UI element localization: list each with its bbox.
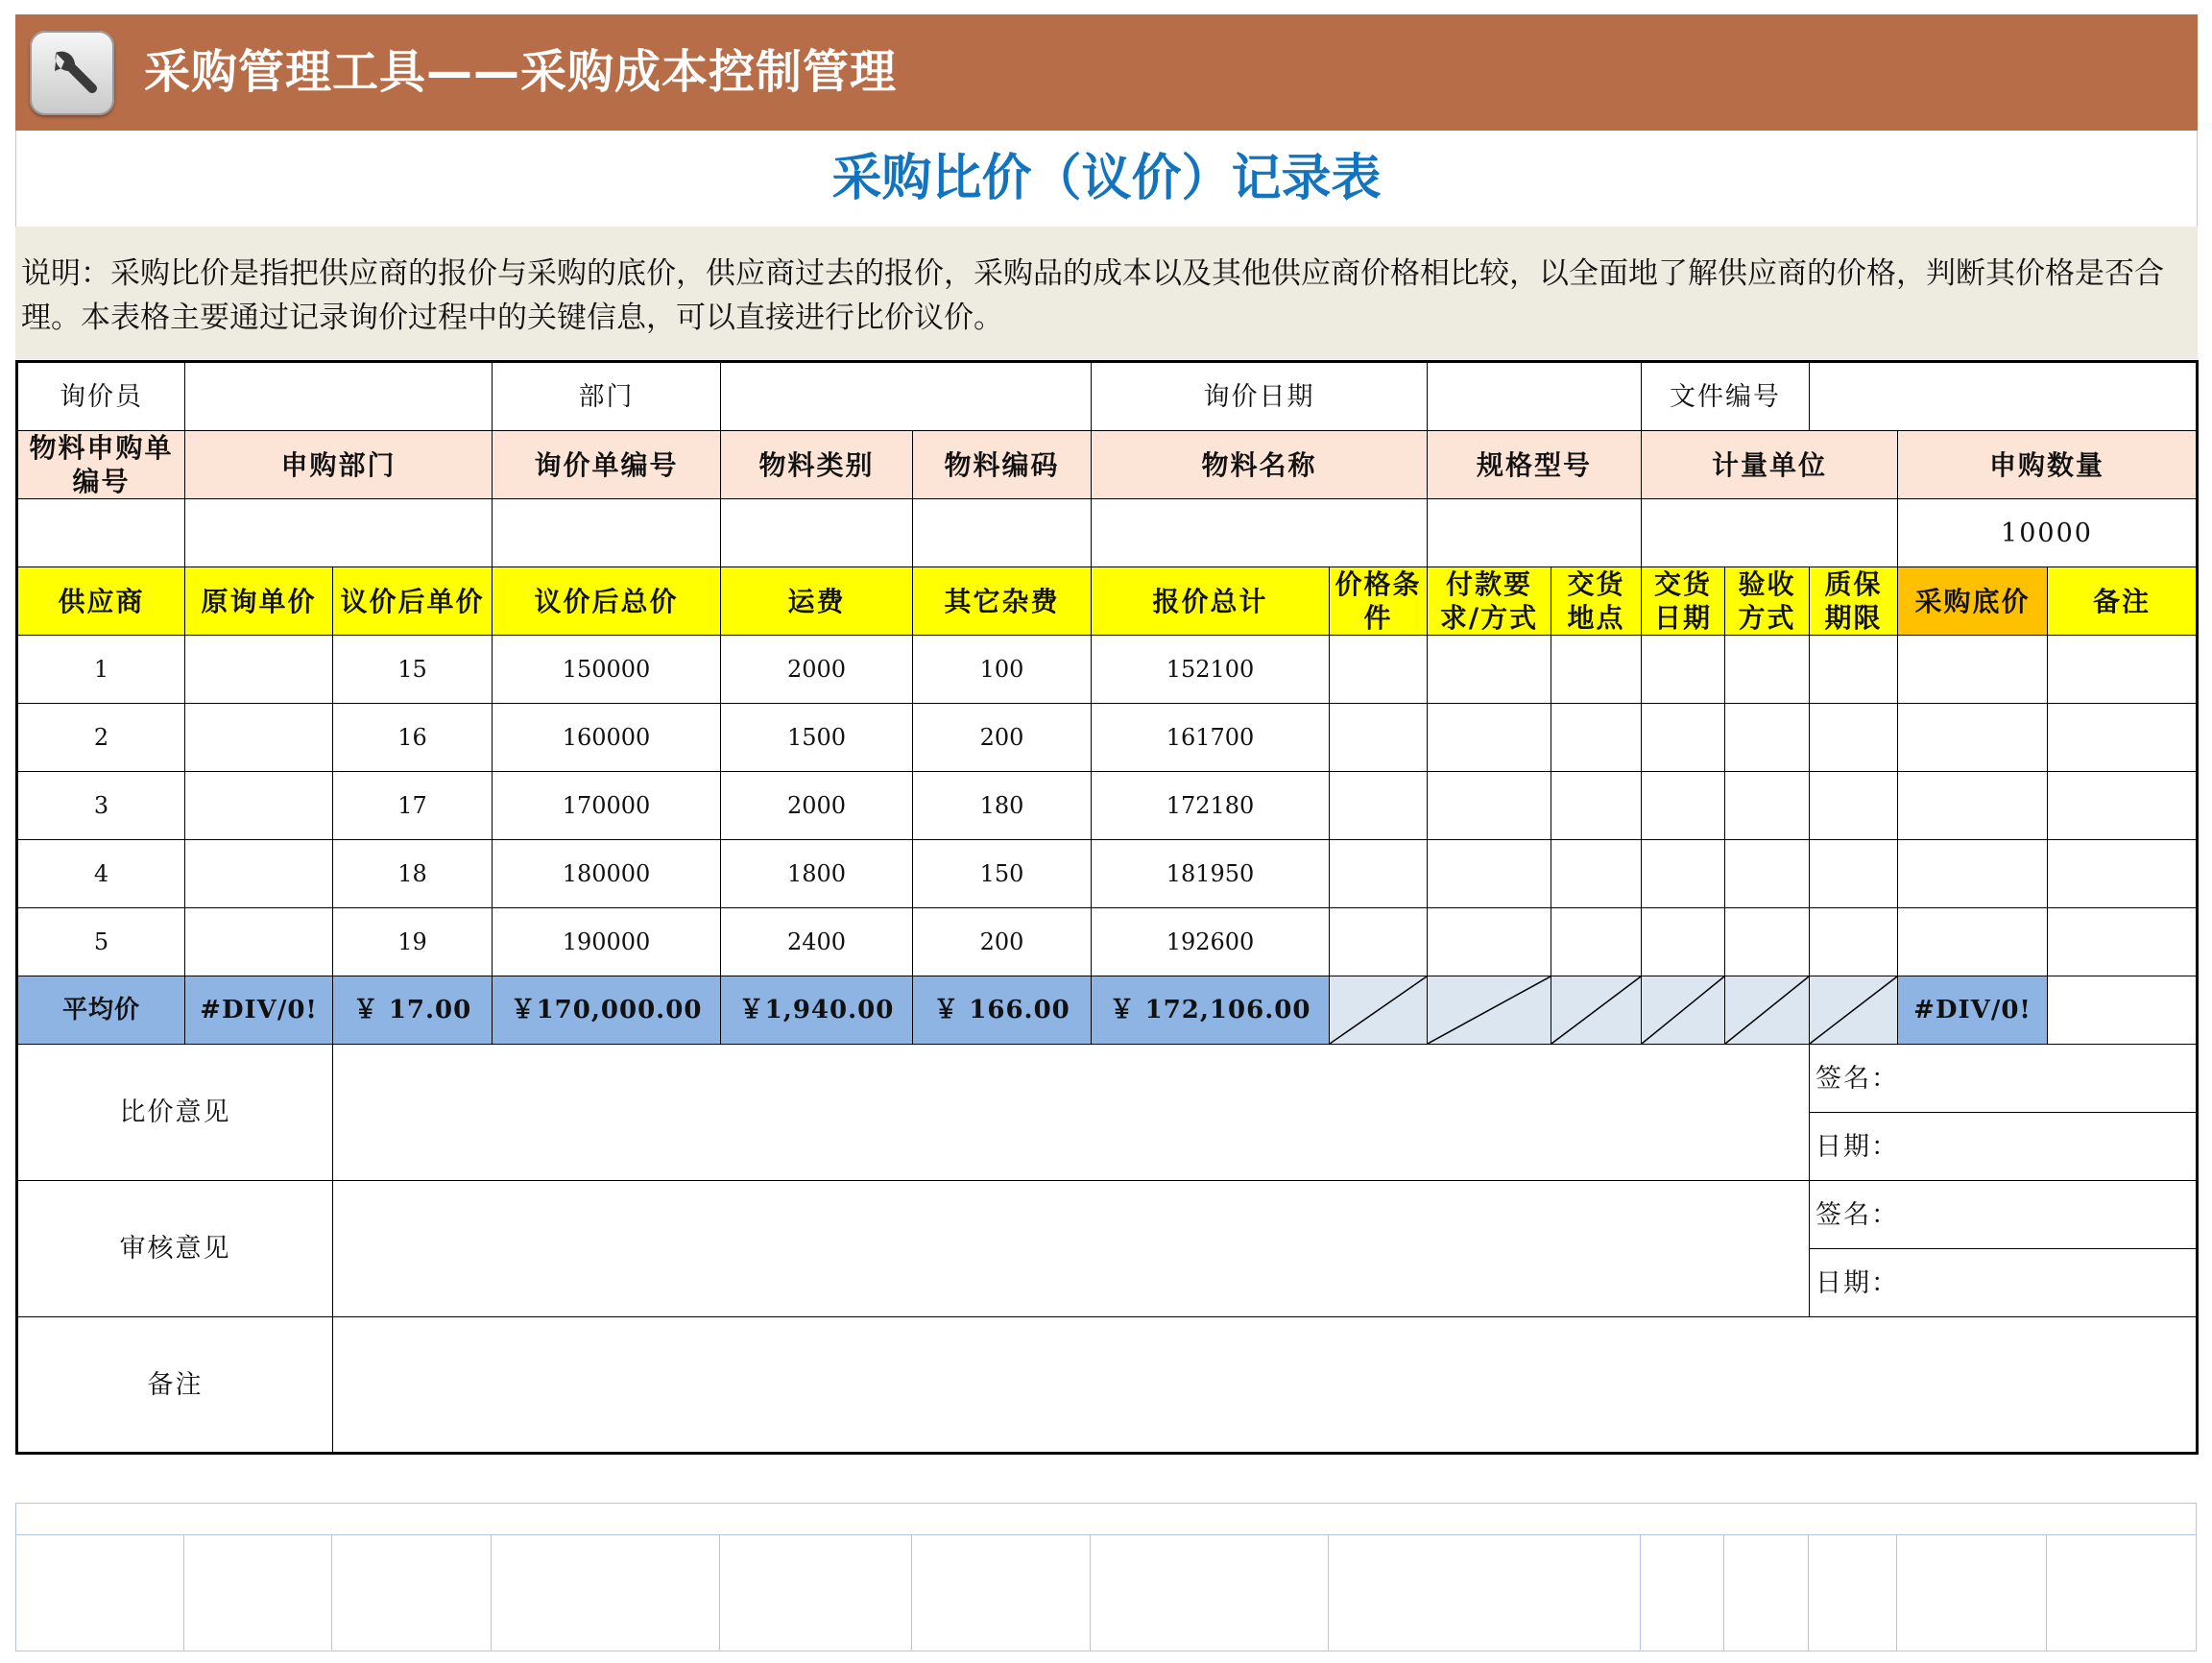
col-freight: 运费 xyxy=(721,567,913,636)
freight-cell[interactable]: 2000 xyxy=(721,636,913,704)
base-price-cell[interactable] xyxy=(1898,704,2048,772)
avg-neg-total: ￥170,000.00 xyxy=(493,976,721,1045)
warranty-cell[interactable] xyxy=(1810,840,1898,908)
department-cell[interactable] xyxy=(721,362,1092,431)
empty-cell[interactable] xyxy=(184,1535,332,1651)
orig-price-cell[interactable] xyxy=(185,704,333,772)
file-no-label: 文件编号 xyxy=(1642,362,1810,431)
orig-price-cell[interactable] xyxy=(185,772,333,840)
neg-total-cell[interactable]: 170000 xyxy=(493,772,721,840)
delivery-place-cell[interactable] xyxy=(1551,704,1642,772)
avg-orig-price: #DIV/0! xyxy=(185,976,333,1045)
unit-cell[interactable] xyxy=(1642,499,1898,567)
orig-price-cell[interactable] xyxy=(185,636,333,704)
empty-cell[interactable] xyxy=(1809,1535,1897,1651)
table-row xyxy=(17,772,2198,840)
acceptance-cell[interactable] xyxy=(1725,772,1810,840)
col-delivery-place: 交货地点 xyxy=(1551,567,1642,636)
empty-cell[interactable] xyxy=(332,1535,492,1651)
misc-cell[interactable]: 150 xyxy=(913,840,1092,908)
remark-cell[interactable] xyxy=(2048,908,2198,976)
col-neg-total: 议价后总价 xyxy=(493,567,721,636)
remark-field[interactable] xyxy=(333,1317,2198,1454)
freight-cell[interactable]: 2400 xyxy=(721,908,913,976)
quantity-cell[interactable]: 10000 xyxy=(1898,499,2198,567)
quote-total-cell[interactable]: 161700 xyxy=(1092,704,1330,772)
table-row xyxy=(17,704,2198,772)
col-acceptance: 验收方式 xyxy=(1725,567,1810,636)
acceptance-cell[interactable] xyxy=(1725,636,1810,704)
col-neg-price: 议价后单价 xyxy=(333,567,493,636)
orig-price-cell[interactable] xyxy=(185,840,333,908)
material-header-row xyxy=(17,431,2198,499)
col-misc: 其它杂费 xyxy=(913,567,1092,636)
supplier-id-cell[interactable]: 1 xyxy=(17,636,185,704)
remark-row xyxy=(17,1317,2198,1454)
base-price-cell[interactable] xyxy=(1898,908,2048,976)
empty-cell[interactable] xyxy=(16,1504,2197,1535)
compare-opinion-row xyxy=(17,1045,2198,1113)
neg-price-cell[interactable]: 17 xyxy=(333,772,493,840)
price-terms-cell[interactable] xyxy=(1330,908,1428,976)
inquiry-date-label: 询价日期 xyxy=(1092,362,1428,431)
quote-total-cell[interactable]: 152100 xyxy=(1092,636,1330,704)
delivery-date-cell[interactable] xyxy=(1642,908,1725,976)
empty-cell[interactable] xyxy=(720,1535,912,1651)
col-price-terms: 价格条件 xyxy=(1330,567,1428,636)
neg-price-cell[interactable]: 16 xyxy=(333,704,493,772)
misc-cell[interactable]: 180 xyxy=(913,772,1092,840)
remark-label: 备注 xyxy=(17,1317,333,1454)
acceptance-cell[interactable] xyxy=(1725,908,1810,976)
inquiry-no-cell[interactable] xyxy=(493,499,721,567)
code-cell[interactable] xyxy=(913,499,1092,567)
compare-date-field[interactable]: 日期： xyxy=(1810,1113,2198,1181)
supplier-header-row xyxy=(17,567,2198,636)
col-quote-total: 报价总计 xyxy=(1092,567,1330,636)
acceptance-cell[interactable] xyxy=(1725,704,1810,772)
wrench-icon[interactable] xyxy=(30,31,114,115)
table-row xyxy=(17,908,2198,976)
avg-base-price: #DIV/0! xyxy=(1898,976,2048,1045)
name-cell[interactable] xyxy=(1092,499,1428,567)
neg-total-cell[interactable]: 190000 xyxy=(493,908,721,976)
review-opinion-label: 审核意见 xyxy=(17,1181,333,1317)
warranty-cell[interactable] xyxy=(1810,636,1898,704)
col-code: 物料编码 xyxy=(913,431,1092,499)
avg-misc: ￥ 166.00 xyxy=(913,976,1092,1045)
empty-cell[interactable] xyxy=(1724,1535,1809,1651)
warranty-cell[interactable] xyxy=(1810,908,1898,976)
empty-cell[interactable] xyxy=(1091,1535,1329,1651)
base-price-cell[interactable] xyxy=(1898,772,2048,840)
misc-cell[interactable]: 200 xyxy=(913,908,1092,976)
orig-price-cell[interactable] xyxy=(185,908,333,976)
delivery-place-cell[interactable] xyxy=(1551,908,1642,976)
col-request-dept: 申购部门 xyxy=(185,431,493,499)
remark-cell[interactable] xyxy=(2048,840,2198,908)
review-sign-field[interactable]: 签名： xyxy=(1810,1181,2198,1249)
table-row xyxy=(17,840,2198,908)
spec-cell[interactable] xyxy=(1428,499,1642,567)
col-base-price: 采购底价 xyxy=(1898,567,2048,636)
payment-cell[interactable] xyxy=(1428,908,1551,976)
warranty-cell[interactable] xyxy=(1810,772,1898,840)
table-row xyxy=(17,636,2198,704)
col-payment: 付款要求/方式 xyxy=(1428,567,1551,636)
col-category: 物料类别 xyxy=(721,431,913,499)
delivery-date-cell[interactable] xyxy=(1642,772,1725,840)
delivery-date-cell[interactable] xyxy=(1642,704,1725,772)
payment-cell[interactable] xyxy=(1428,772,1551,840)
compare-sign-field[interactable]: 签名： xyxy=(1810,1045,2198,1113)
avg-neg-price: ￥ 17.00 xyxy=(333,976,493,1045)
delivery-date-cell[interactable] xyxy=(1642,840,1725,908)
payment-cell[interactable] xyxy=(1428,704,1551,772)
avg-freight: ￥1,940.00 xyxy=(721,976,913,1045)
empty-cell[interactable] xyxy=(1641,1535,1724,1651)
misc-cell[interactable]: 100 xyxy=(913,636,1092,704)
col-remark: 备注 xyxy=(2048,567,2198,636)
empty-cell[interactable] xyxy=(492,1535,720,1651)
misc-cell[interactable]: 200 xyxy=(913,704,1092,772)
col-supplier: 供应商 xyxy=(17,567,185,636)
inquirer-label: 询价员 xyxy=(17,362,185,431)
file-no-cell[interactable] xyxy=(1810,362,2198,431)
average-row xyxy=(17,976,2198,1045)
sheet-description: 说明：采购比价是指把供应商的报价与采购的底价，供应商过去的报价，采购品的成本以及其他供应商价格相比较，以全面地了解供应商的价格，判断其价格是否合理。本表格主要通过记录询价过程中的关键信息，可以直接进行比价议价。 xyxy=(15,227,2198,359)
empty-grid-row xyxy=(16,1504,2197,1535)
inquiry-date-cell[interactable] xyxy=(1428,362,1642,431)
empty-cell[interactable] xyxy=(1329,1535,1641,1651)
category-cell[interactable] xyxy=(721,499,913,567)
empty-sheet-grid xyxy=(15,1503,2197,1651)
price-terms-cell[interactable] xyxy=(1330,840,1428,908)
col-orig-price: 原询单价 xyxy=(185,567,333,636)
request-no-cell[interactable] xyxy=(17,499,185,567)
price-terms-cell[interactable] xyxy=(1330,704,1428,772)
price-terms-cell[interactable] xyxy=(1330,636,1428,704)
quote-total-cell[interactable]: 181950 xyxy=(1092,840,1330,908)
neg-price-cell[interactable]: 18 xyxy=(333,840,493,908)
acceptance-cell[interactable] xyxy=(1725,840,1810,908)
supplier-id-cell[interactable]: 3 xyxy=(17,772,185,840)
request-dept-cell[interactable] xyxy=(185,499,493,567)
app-title: 采购管理工具——采购成本控制管理 xyxy=(144,45,898,99)
diagonal-cell xyxy=(1725,976,1810,1045)
supplier-id-cell[interactable]: 5 xyxy=(17,908,185,976)
payment-cell[interactable] xyxy=(1428,840,1551,908)
diagonal-cell xyxy=(1551,976,1642,1045)
remark-cell[interactable] xyxy=(2048,636,2198,704)
material-values-row xyxy=(17,499,2198,567)
empty-grid-row xyxy=(16,1535,2197,1651)
avg-quote-total: ￥ 172,106.00 xyxy=(1092,976,1330,1045)
payment-cell[interactable] xyxy=(1428,636,1551,704)
quote-total-cell[interactable]: 172180 xyxy=(1092,772,1330,840)
remark-cell[interactable] xyxy=(2048,772,2198,840)
review-date-field[interactable]: 日期： xyxy=(1810,1249,2198,1317)
empty-cell[interactable] xyxy=(1897,1535,2047,1651)
quote-total-cell[interactable]: 192600 xyxy=(1092,908,1330,976)
info-row xyxy=(17,362,2198,431)
col-name: 物料名称 xyxy=(1092,431,1428,499)
neg-total-cell[interactable]: 160000 xyxy=(493,704,721,772)
freight-cell[interactable]: 2000 xyxy=(721,772,913,840)
empty-cell[interactable] xyxy=(912,1535,1091,1651)
col-spec: 规格型号 xyxy=(1428,431,1642,499)
compare-opinion-label: 比价意见 xyxy=(17,1045,333,1181)
diagonal-cell xyxy=(1810,976,1898,1045)
warranty-cell[interactable] xyxy=(1810,704,1898,772)
base-price-cell[interactable] xyxy=(1898,840,2048,908)
delivery-date-cell[interactable] xyxy=(1642,636,1725,704)
review-opinion-field[interactable] xyxy=(333,1181,1810,1317)
neg-total-cell[interactable]: 150000 xyxy=(493,636,721,704)
sheet-title: 采购比价（议价）记录表 xyxy=(15,131,2198,227)
neg-total-cell[interactable]: 180000 xyxy=(493,840,721,908)
empty-cell[interactable] xyxy=(2047,1535,2197,1651)
review-opinion-row xyxy=(17,1181,2198,1249)
department-label: 部门 xyxy=(493,362,721,431)
compare-opinion-field[interactable] xyxy=(333,1045,1810,1181)
avg-remark[interactable] xyxy=(2048,976,2198,1045)
neg-price-cell[interactable]: 15 xyxy=(333,636,493,704)
freight-cell[interactable]: 1800 xyxy=(721,840,913,908)
app-banner xyxy=(15,14,2198,131)
diagonal-cell xyxy=(1642,976,1725,1045)
base-price-cell[interactable] xyxy=(1898,636,2048,704)
price-terms-cell[interactable] xyxy=(1330,772,1428,840)
diagonal-cell xyxy=(1428,976,1551,1045)
supplier-id-cell[interactable]: 2 xyxy=(17,704,185,772)
col-unit: 计量单位 xyxy=(1642,431,1898,499)
col-delivery-date: 交货日期 xyxy=(1642,567,1725,636)
neg-price-cell[interactable]: 19 xyxy=(333,908,493,976)
remark-cell[interactable] xyxy=(2048,704,2198,772)
supplier-id-cell[interactable]: 4 xyxy=(17,840,185,908)
delivery-place-cell[interactable] xyxy=(1551,840,1642,908)
diagonal-cell xyxy=(1330,976,1428,1045)
col-quantity: 申购数量 xyxy=(1898,431,2198,499)
freight-cell[interactable]: 1500 xyxy=(721,704,913,772)
price-comparison-table xyxy=(15,360,2199,1455)
average-label: 平均价 xyxy=(17,976,185,1045)
delivery-place-cell[interactable] xyxy=(1551,772,1642,840)
col-warranty: 质保期限 xyxy=(1810,567,1898,636)
col-request-no: 物料申购单编号 xyxy=(17,431,185,499)
inquirer-cell[interactable] xyxy=(185,362,493,431)
empty-cell[interactable] xyxy=(16,1535,184,1651)
delivery-place-cell[interactable] xyxy=(1551,636,1642,704)
col-inquiry-no: 询价单编号 xyxy=(493,431,721,499)
